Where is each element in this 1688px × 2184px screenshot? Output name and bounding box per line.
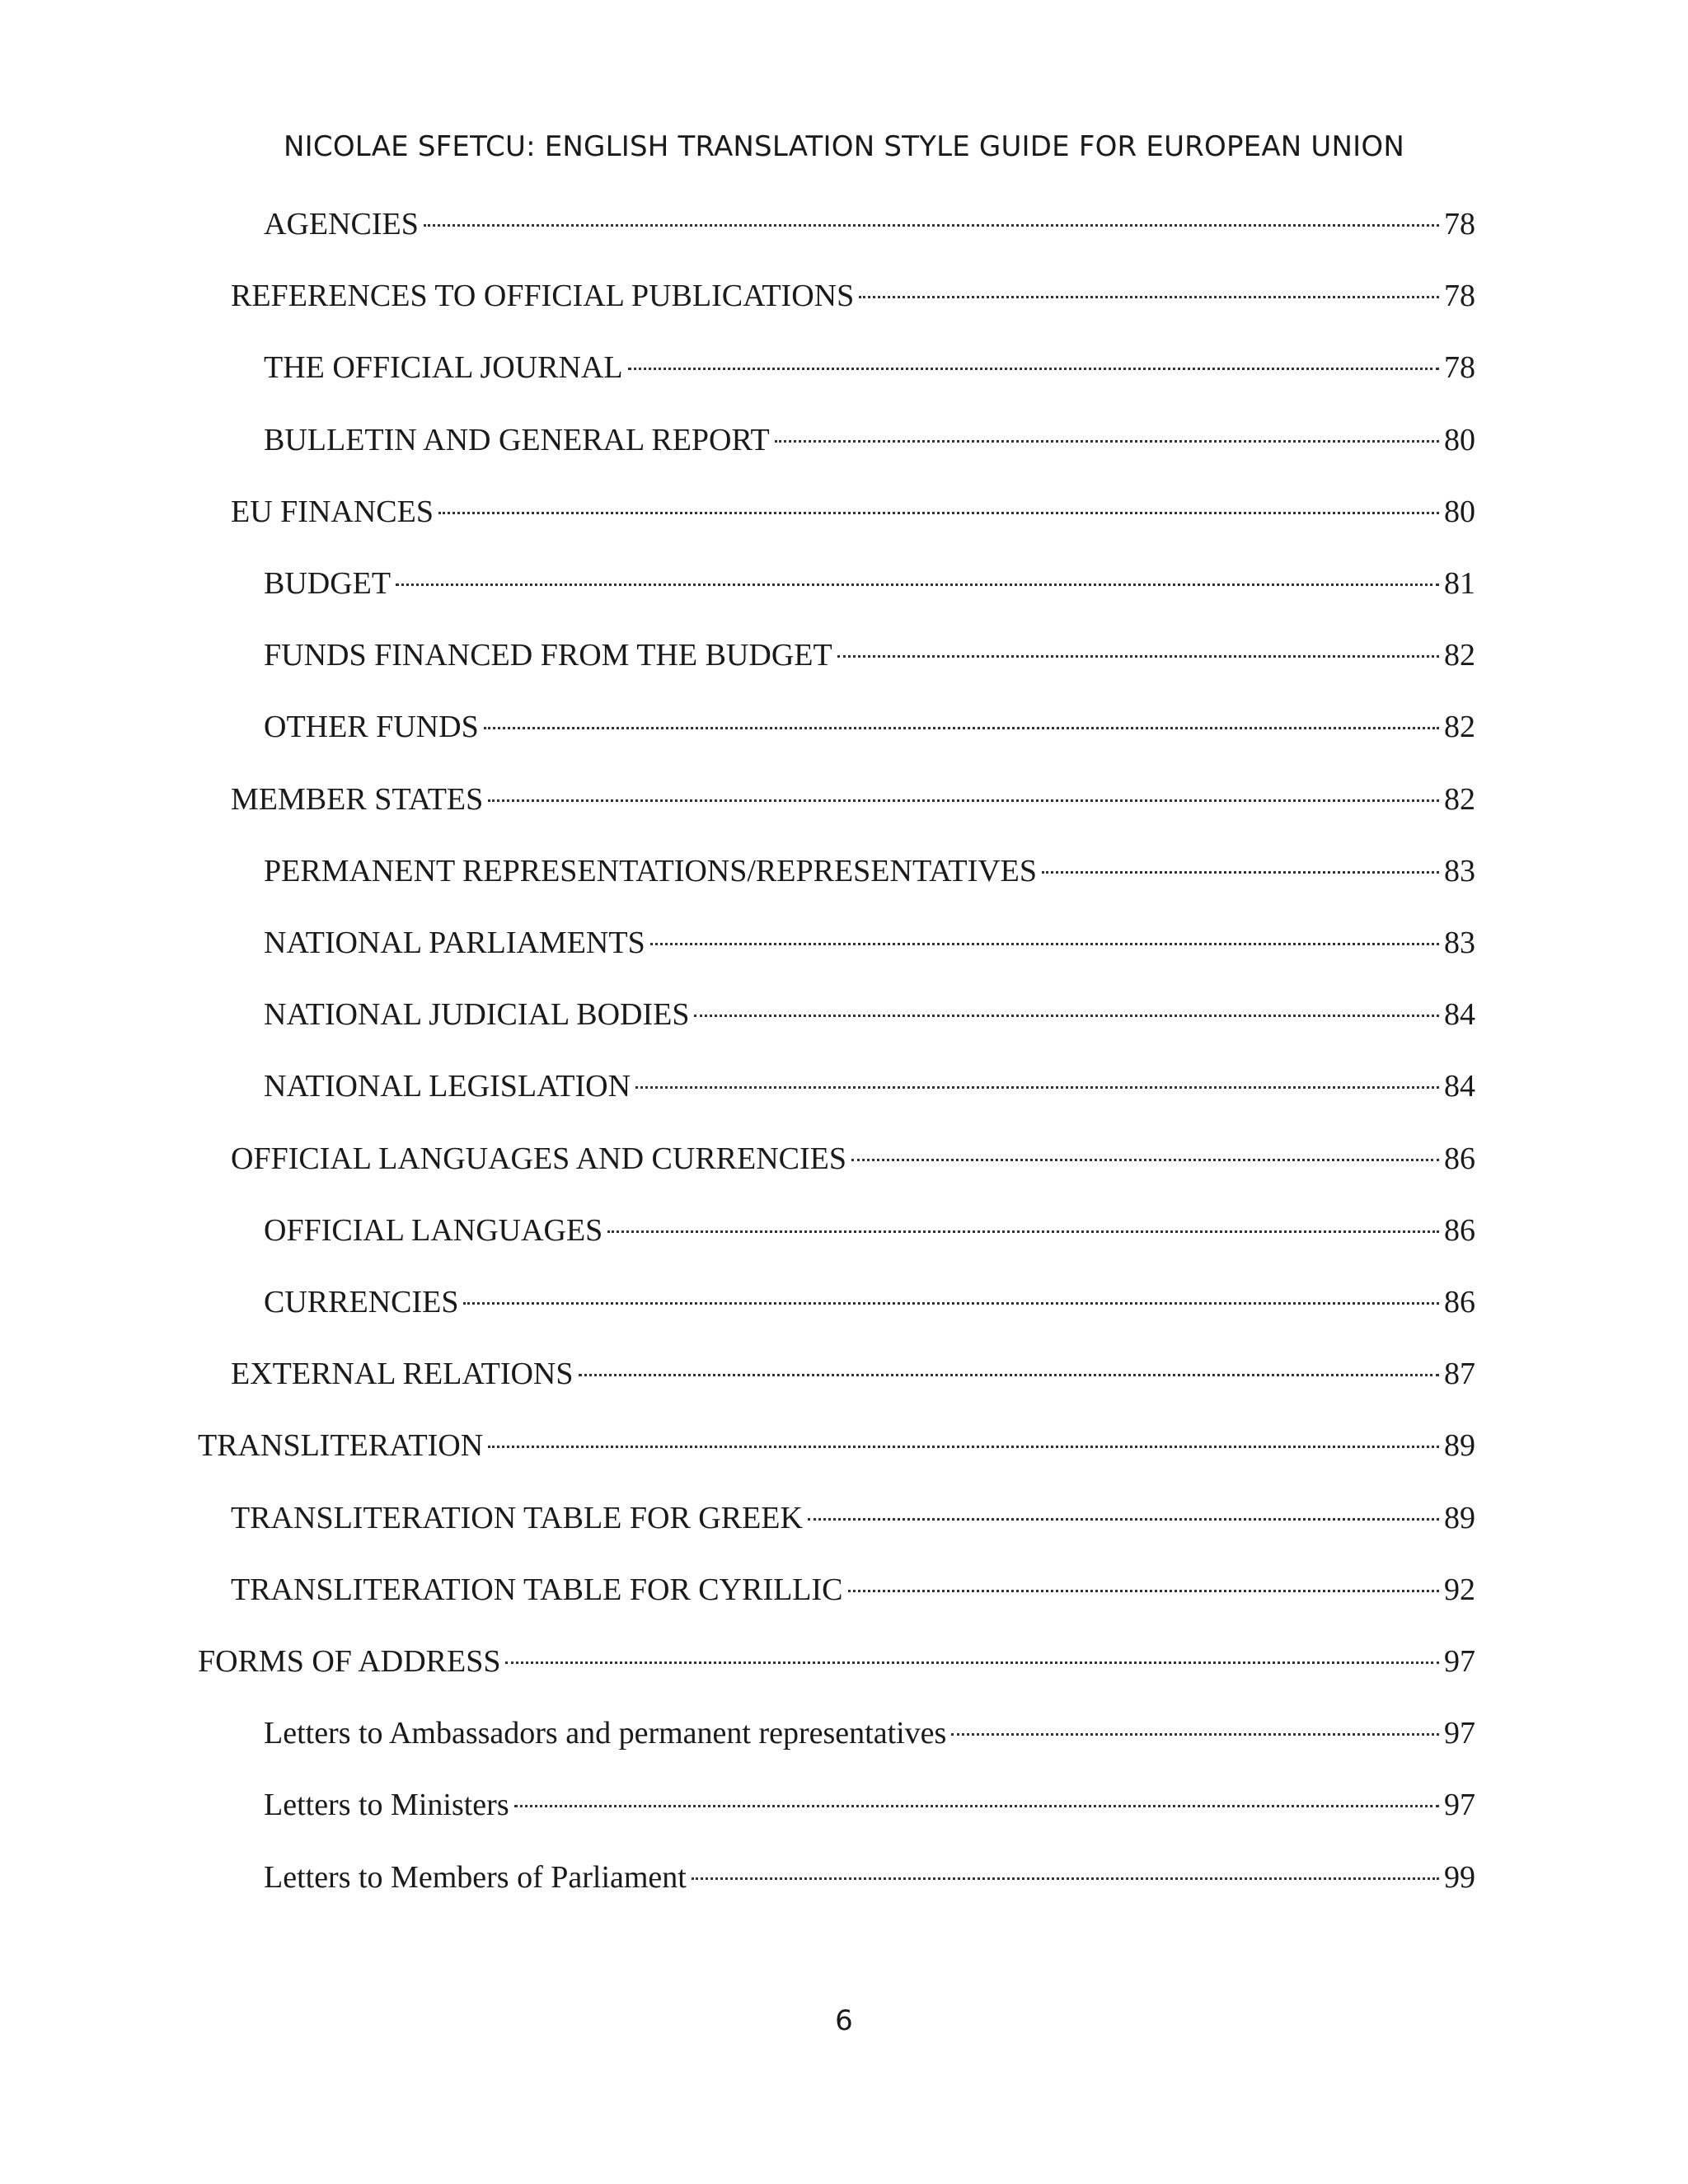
toc-entry[interactable]	[264, 559, 1475, 608]
toc-entry-title: REFERENCES TO OFFICIAL PUBLICATIONS	[231, 279, 855, 314]
toc-entry[interactable]	[264, 702, 1475, 752]
dot-leader	[837, 655, 1439, 658]
dot-leader	[694, 1015, 1439, 1017]
dot-leader	[628, 368, 1439, 370]
toc-entry-page: 86	[1444, 1141, 1475, 1176]
dot-leader	[505, 1661, 1439, 1664]
running-header: NICOLAE SFETCU: ENGLISH TRANSLATION STYLE GUIDE FOR EUROPEAN UNION	[284, 130, 1404, 163]
toc-entry-title: NATIONAL LEGISLATION	[264, 1069, 631, 1104]
toc-entry-title: TRANSLITERATION TABLE FOR CYRILLIC	[231, 1572, 843, 1607]
toc-entry[interactable]	[264, 846, 1475, 896]
toc-entry[interactable]	[231, 775, 1475, 824]
toc-entry-title: Letters to Members of Parliament	[264, 1859, 687, 1895]
dot-leader	[396, 583, 1439, 586]
toc-entry[interactable]	[264, 199, 1475, 249]
toc-entry[interactable]	[264, 1062, 1475, 1111]
toc-entry-page: 92	[1444, 1572, 1475, 1607]
toc-entry-title: TRANSLITERATION	[198, 1428, 484, 1464]
toc-entry-title: PERMANENT REPRESENTATIONS/REPRESENTATIVES	[264, 853, 1038, 888]
toc-entry-page: 84	[1444, 1069, 1475, 1104]
toc-entry[interactable]	[231, 271, 1475, 321]
toc-entry-title: AGENCIES	[264, 207, 419, 241]
toc-entry[interactable]	[231, 1493, 1475, 1543]
toc-entry-title: FORMS OF ADDRESS	[198, 1644, 501, 1679]
dot-leader	[579, 1374, 1440, 1376]
toc-entry[interactable]	[264, 918, 1475, 968]
toc-entry-page: 78	[1444, 350, 1475, 386]
toc-entry-page: 83	[1444, 853, 1475, 888]
dot-leader	[851, 1159, 1439, 1161]
toc-entry-page: 86	[1444, 1285, 1475, 1319]
toc-entry-title: OTHER FUNDS	[264, 710, 479, 745]
toc-entry-page: 78	[1444, 207, 1475, 241]
toc-entry-title: CURRENCIES	[264, 1285, 459, 1319]
toc-entry-page: 80	[1444, 494, 1475, 529]
dot-leader	[848, 1590, 1439, 1592]
dot-leader	[808, 1518, 1439, 1521]
page-number: 6	[835, 2004, 853, 2037]
toc-entry-page: 97	[1444, 1644, 1475, 1679]
toc-entry[interactable]	[231, 1134, 1475, 1183]
dot-leader	[692, 1877, 1439, 1880]
dot-leader	[650, 943, 1439, 945]
toc-entry-page: 97	[1444, 1716, 1475, 1751]
toc-entry-title: OFFICIAL LANGUAGES AND CURRENCIES	[231, 1141, 847, 1176]
toc-entry-page: 82	[1444, 638, 1475, 673]
toc-entry-title: BULLETIN AND GENERAL REPORT	[264, 422, 770, 457]
toc-entry-page: 81	[1444, 566, 1475, 601]
dot-leader	[488, 1446, 1439, 1448]
toc-entry-page: 99	[1444, 1859, 1475, 1895]
toc-entry-title: NATIONAL PARLIAMENTS	[264, 926, 645, 960]
dot-leader	[775, 440, 1439, 443]
toc-entry-page: 86	[1444, 1212, 1475, 1248]
toc-entry-title: EXTERNAL RELATIONS	[231, 1357, 574, 1392]
dot-leader	[607, 1230, 1439, 1233]
dot-leader	[463, 1302, 1439, 1305]
dot-leader	[484, 727, 1439, 729]
dot-leader	[424, 224, 1439, 227]
toc-entry[interactable]	[264, 630, 1475, 680]
toc-entry-page: 83	[1444, 926, 1475, 960]
toc-entry[interactable]	[231, 487, 1475, 537]
toc-entry[interactable]	[231, 1349, 1475, 1399]
toc-entry-title: FUNDS FINANCED FROM THE BUDGET	[264, 638, 832, 673]
toc-entry-page: 87	[1444, 1357, 1475, 1392]
toc-entry[interactable]	[264, 1206, 1475, 1255]
dot-leader	[859, 296, 1439, 298]
toc-entry[interactable]	[198, 1421, 1475, 1470]
toc-entry-page: 84	[1444, 997, 1475, 1033]
toc-entry-title: OFFICIAL LANGUAGES	[264, 1212, 603, 1248]
toc-entry-title: MEMBER STATES	[231, 781, 484, 817]
toc-entry-title: BUDGET	[264, 566, 392, 601]
toc-entry-page: 82	[1444, 781, 1475, 817]
toc-entry[interactable]	[198, 1637, 1475, 1686]
dot-leader	[635, 1086, 1439, 1089]
dot-leader	[514, 1805, 1439, 1807]
toc-entry[interactable]	[264, 1780, 1475, 1830]
toc-entry-title: TRANSLITERATION TABLE FOR GREEK	[231, 1500, 803, 1535]
toc-entry-page: 80	[1444, 422, 1475, 457]
toc-entry-title: NATIONAL JUDICIAL BODIES	[264, 997, 690, 1033]
toc-entry-title: EU FINANCES	[231, 494, 434, 529]
dot-leader	[438, 512, 1439, 514]
toc-entry[interactable]	[264, 1708, 1475, 1758]
toc-entry[interactable]	[264, 1853, 1475, 1902]
toc-entry-page: 97	[1444, 1788, 1475, 1823]
toc-entry-page: 89	[1444, 1428, 1475, 1464]
dot-leader	[951, 1733, 1439, 1736]
toc-entry-title: Letters to Ambassadors and permanent representatives	[264, 1716, 947, 1751]
toc-entry-title: THE OFFICIAL JOURNAL	[264, 350, 623, 386]
toc-entry-page: 82	[1444, 710, 1475, 745]
toc-entry-title: Letters to Ministers	[264, 1788, 509, 1823]
dot-leader	[488, 799, 1439, 802]
dot-leader	[1042, 871, 1439, 874]
toc-entry-page: 78	[1444, 279, 1475, 314]
toc-entry[interactable]	[264, 343, 1475, 392]
toc-entry[interactable]	[264, 1277, 1475, 1327]
toc-entry[interactable]	[264, 990, 1475, 1039]
toc-entry-page: 89	[1444, 1500, 1475, 1535]
toc-entry[interactable]	[264, 415, 1475, 465]
toc-entry[interactable]	[231, 1565, 1475, 1615]
